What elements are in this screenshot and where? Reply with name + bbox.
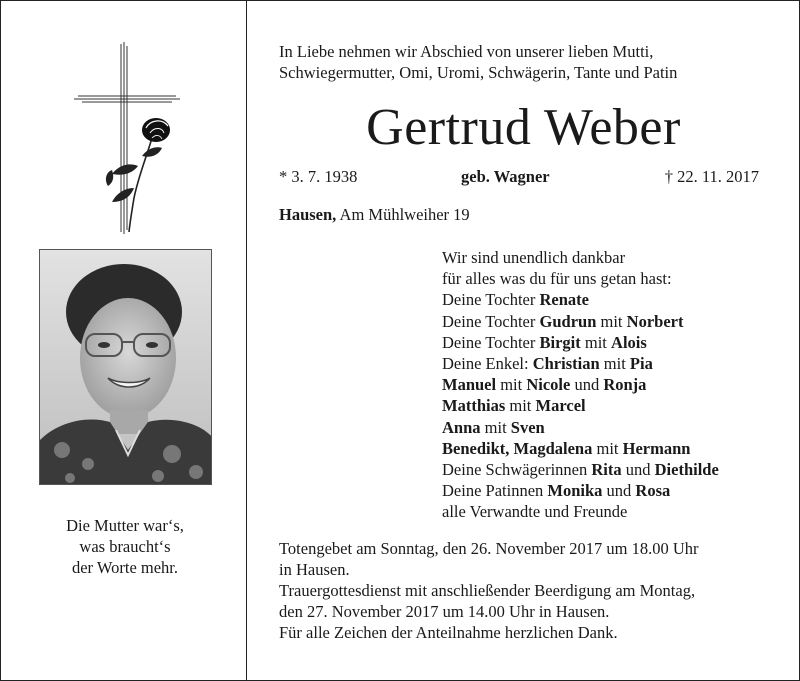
portrait-photo bbox=[39, 249, 212, 485]
list-item: Benedikt, Magdalena mit Hermann bbox=[442, 438, 691, 458]
list-item: Matthias mit Marcel bbox=[442, 396, 586, 416]
list-item: Deine Patinnen Monika und Rosa bbox=[442, 481, 671, 501]
address bbox=[279, 204, 470, 226]
service-line: Trauergottesdienst mit anschließender Beerdigung am Montag, bbox=[279, 581, 696, 600]
list-item: Anna mit Sven bbox=[442, 417, 545, 437]
list-item: Deine Schwägerinnen Rita und Diethilde bbox=[442, 460, 719, 480]
right-column bbox=[247, 0, 800, 681]
quote-line: Die Mutter war‘s, bbox=[66, 516, 184, 535]
quote-line: was braucht‘s bbox=[79, 537, 171, 556]
list-item: für alles was du für uns getan hast: bbox=[442, 269, 672, 289]
intro-line: Schwiegermutter, Omi, Uromi, Schwägerin, Tante und Patin bbox=[279, 63, 678, 82]
service-line: Für alle Zeichen der Anteilnahme herzlichen Dank. bbox=[279, 623, 618, 642]
portrait-image bbox=[40, 250, 212, 485]
list-item: Deine Tochter Birgit mit Alois bbox=[442, 332, 647, 352]
list-item: Deine Tochter Renate bbox=[442, 290, 589, 310]
memorial-quote bbox=[20, 515, 230, 578]
life-dates bbox=[279, 166, 759, 188]
maiden-name: geb. Wagner bbox=[461, 167, 550, 186]
cross-with-rose-icon bbox=[72, 38, 184, 236]
quote-line: der Worte mehr. bbox=[71, 558, 179, 577]
list-item: alle Verwandte und Freunde bbox=[442, 502, 628, 522]
list-item: Manuel mit Nicole und Ronja bbox=[442, 375, 647, 395]
mourners-list bbox=[442, 247, 719, 523]
left-column bbox=[0, 0, 246, 681]
list-item: Wir sind unendlich dankbar bbox=[442, 248, 626, 267]
service-line: Totengebet am Sonntag, den 26. November 2017 um 18.00 Uhr bbox=[279, 539, 699, 558]
list-item: Deine Enkel: Christian mit Pia bbox=[442, 354, 653, 374]
service-line: in Hausen. bbox=[279, 560, 350, 579]
farewell-intro bbox=[279, 41, 677, 83]
address-street: Am Mühlweiher 19 bbox=[339, 205, 470, 224]
deceased-name: Gertrud Weber bbox=[366, 99, 681, 156]
birth-date: * 3. 7. 1938 bbox=[279, 167, 358, 186]
intro-line: In Liebe nehmen wir Abschied von unserer lieben Mutti, bbox=[279, 42, 654, 61]
service-details bbox=[279, 538, 699, 643]
service-line: den 27. November 2017 um 14.00 Uhr in Hausen. bbox=[279, 602, 610, 621]
death-date: † 22. 11. 2017 bbox=[664, 167, 759, 186]
list-item: Deine Tochter Gudrun mit Norbert bbox=[442, 311, 684, 331]
address-town: Hausen, bbox=[279, 205, 337, 224]
